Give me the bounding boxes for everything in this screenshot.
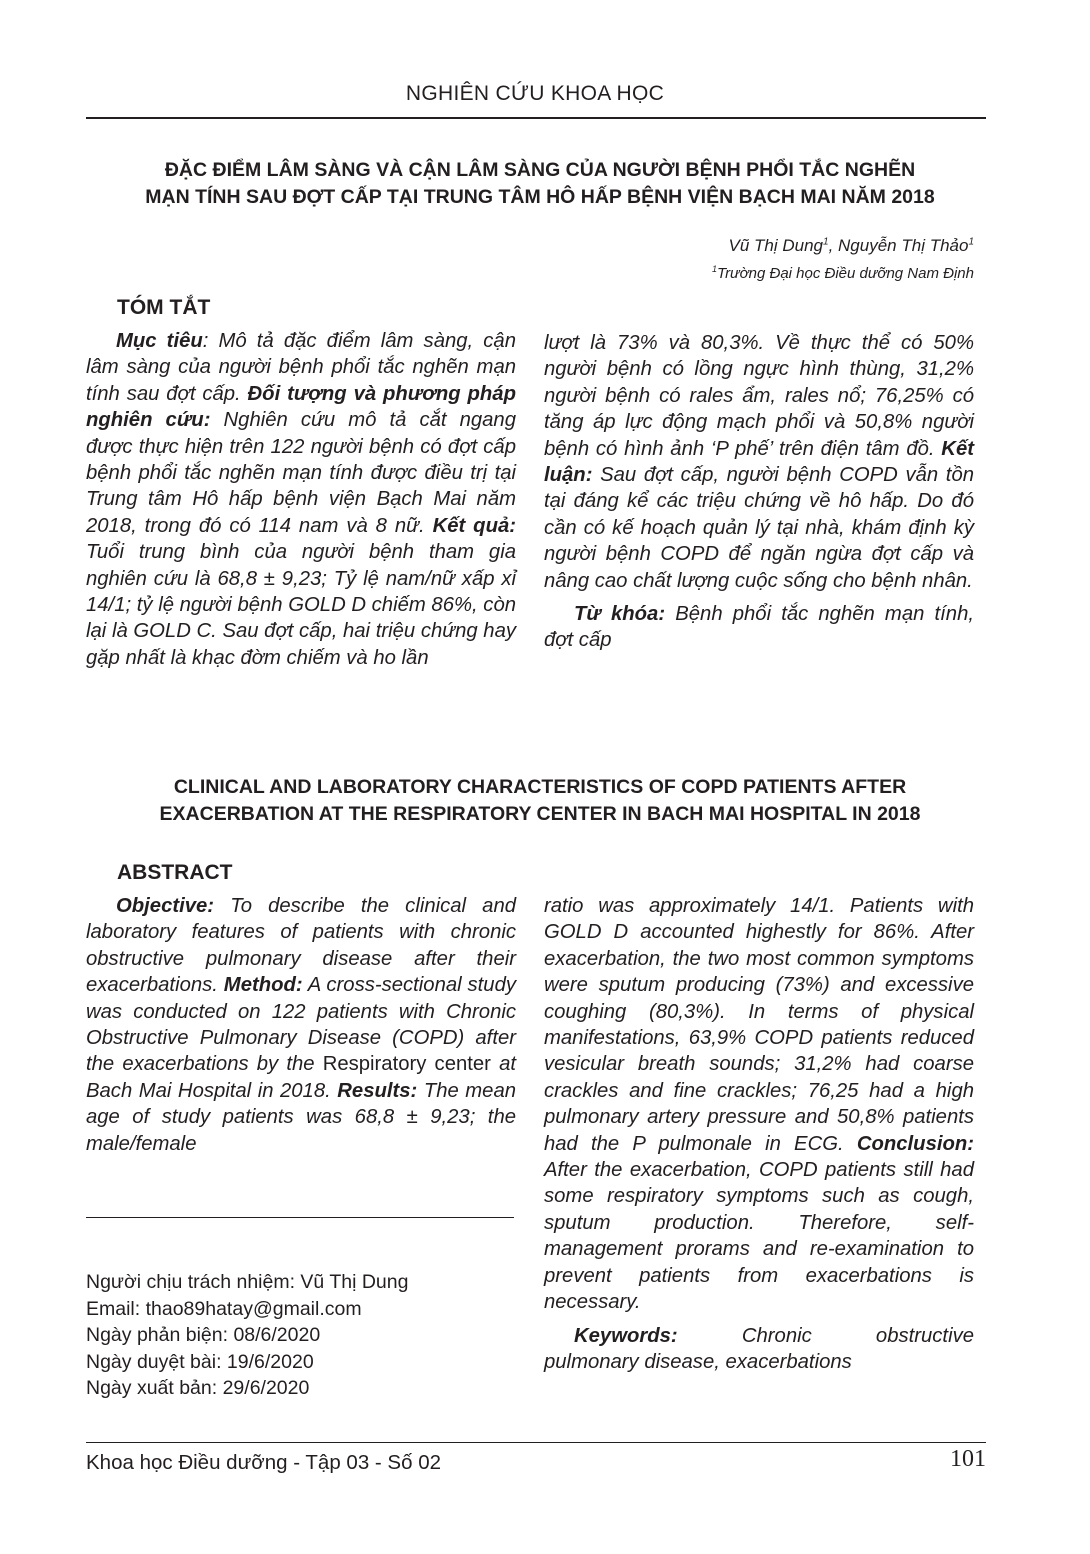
en-conclusion-text: After the exacerbation, COPD patients still had some respiratory symptoms such as cough, sputum production. Therefore, self-management prorams and re-examination to prevent patients from exacerbations is necessary. — [544, 1159, 974, 1314]
vn-abstract-continuation — [544, 330, 974, 594]
footer-rule — [86, 1442, 986, 1443]
en-objective-label: Objective: — [116, 895, 215, 917]
en-abstract-heading: ABSTRACT — [117, 861, 233, 884]
vn-conclusion-label: Kết luận: — [544, 437, 974, 487]
header-rule — [86, 117, 986, 119]
en-method-upright-text: Respiratory center — [322, 1053, 491, 1076]
en-method-text: A cross-sectional study was conducted on 122 patients with Chronic Obstructive Pulmonary Disease (COPD) after the exacerbations by the — [86, 974, 516, 1076]
en-abstract-continuation — [544, 893, 974, 1316]
vn-objective-label: Mục tiêu — [116, 330, 203, 352]
vn-results-label: Kết quả: — [432, 514, 516, 537]
author-list: Vũ Thị Dung$^1$, Nguyễn Thị Thảo$^1$ — [728, 236, 974, 255]
page-number: 101 — [950, 1446, 986, 1472]
publication-date: Ngày xuất bản: 29/6/2020 — [86, 1377, 310, 1399]
en-abstract-col-left — [86, 893, 516, 1157]
vn-abstract-col-left — [86, 328, 516, 671]
vn-title-line-1: ĐẶC ĐIỂM LÂM SÀNG VÀ CẬN LÂM SÀNG CỦA NGƯỜI BỆNH PHỔI TẮC NGHẼN — [164, 159, 916, 181]
en-results-text: The mean age of study patients was 68,8 ± 9,23; the male/female — [86, 1079, 516, 1155]
vn-results-text: Tuổi trung bình của người bệnh tham gia nghiên cứu là 68,8 ± 9,23; Tỷ lệ nam/nữ xấp xỉ 14/1; tỷ lệ người bệnh GOLD D chiếm 86%, còn lại là GOLD C. Sau đợt cấp, hai triệu chứng hay gặp nhất là khạc đờm chiếm và ho lần — [86, 541, 516, 669]
en-abstract-paragraph — [86, 893, 516, 1157]
vn-abstract-heading: TÓM TẮT — [117, 296, 211, 319]
en-results-label: Results: — [337, 1079, 418, 1102]
vn-objective-text: : Mô tả đặc điểm lâm sàng, cận lâm sàng của người bệnh phổi tắc nghẽn mạn tính sau đợt cấp. — [86, 330, 516, 405]
en-results-text-cont: ratio was approximately 14/1. Patients with GOLD D accounted highestly for 86%. After exacerbation, the two most common symptoms were sputum producing (73%) and excessive coughing (80,3%). In terms of physical manifestations, 63,9% COPD patients reduced vesicular breath sounds; 31,2% had coarse crackles and fine crackles; 76,25 had a high pulmonary artery pressure and 50,8% patients had the P pulmonale in ECG. — [544, 895, 974, 1155]
review-date: Ngày phản biện: 08/6/2020 — [86, 1324, 321, 1346]
en-title — [80, 774, 1000, 828]
en-keywords-label: Keywords: — [574, 1324, 678, 1347]
en-method-text-cont: at Bach Mai Hospital in 2018. — [86, 1053, 516, 1102]
affil-mark: 1 — [712, 264, 718, 274]
vn-keywords-label: Từ khóa: — [574, 603, 666, 626]
vn-abstract-col-right — [544, 330, 974, 654]
vn-abstract-paragraph — [86, 328, 516, 671]
vn-conclusion-text: Sau đợt cấp, người bệnh COPD vẫn tồn tại đáng kể các triệu chứng về hô hấp. Do đó cần có kế hoạch quản lý tại nhà, khám định kỳ người bệnh COPD để ngăn ngừa đợt cấp và nâng cao chất lượng cuộc sống cho bệnh nhân. — [544, 464, 975, 592]
en-abstract-col-right — [544, 893, 974, 1375]
en-conclusion-label: Conclusion: — [856, 1132, 975, 1155]
journal-name: Khoa học Điều dưỡng - Tập 03 - Số 02 — [86, 1451, 442, 1474]
footnote-rule — [86, 1217, 514, 1218]
author-name: Vũ Thị Dung — [728, 236, 824, 255]
vn-keywords — [544, 601, 974, 654]
approval-date: Ngày duyệt bài: 19/6/2020 — [86, 1350, 314, 1373]
vn-keywords-text: Bệnh phổi tắc nghẽn mạn tính, đợt cấp — [544, 603, 974, 652]
running-header: NGHIÊN CỨU KHOA HỌC — [405, 82, 665, 105]
author-name: Nguyễn Thị Thảo — [838, 236, 969, 255]
vn-title-line-2: MẠN TÍNH SAU ĐỢT CẤP TẠI TRUNG TÂM HÔ HẤP BỆNH VIỆN BẠCH MAI NĂM 2018 — [145, 186, 935, 208]
email: Email: thao89hatay@gmail.com — [86, 1297, 362, 1320]
author-affil-mark: 1 — [823, 236, 829, 248]
vn-method-label: Đối tượng và phương pháp nghiên cứu: — [86, 382, 516, 432]
affiliation-text: Trường Đại học Điều dưỡng Nam Định — [717, 265, 974, 282]
en-objective-text: To describe the clinical and laboratory features of patients with chronic obstructive pulmonary disease after their exacerbations. — [86, 895, 516, 997]
correspondence-info — [86, 1269, 408, 1402]
en-keyword-word: obstructive — [875, 1324, 974, 1347]
vn-title — [80, 157, 1000, 211]
vn-results-text-cont: lượt là 73% và 80,3%. Về thực thể có 50% người bệnh có lồng ngực hình thùng, 31,2% người bệnh có rales ẩm, rales nổ; 76,25% có tăng áp lực động mạch phổi và 50,8% người bệnh có hình ảnh ‘P phế’ trên điện tâm đồ. — [544, 332, 974, 460]
responsible-author: Người chịu trách nhiệm: Vũ Thị Dung — [86, 1271, 409, 1293]
en-title-line-1: CLINICAL AND LABORATORY CHARACTERISTICS OF COPD PATIENTS AFTER — [173, 776, 907, 798]
en-keywords-text: pulmonary disease, exacerbations — [544, 1350, 852, 1373]
author-affil-mark: 1 — [968, 236, 974, 248]
en-keyword-word: Chronic — [741, 1324, 812, 1347]
en-title-line-2: EXACERBATION AT THE RESPIRATORY CENTER IN BACH MAI HOSPITAL IN 2018 — [159, 803, 921, 825]
en-keywords — [544, 1323, 974, 1349]
en-keywords-line — [574, 1323, 974, 1349]
vn-method-text: Nghiên cứu mô tả cắt ngang được thực hiện trên 122 người bệnh có đợt cấp bệnh phổi tắc nghẽn mạn tính được điều trị tại Trung tâm Hô hấp bệnh viện Bạch Mai năm 2018, trong đó có 114 nam và 8 nữ. — [86, 409, 516, 537]
en-method-label: Method: — [223, 974, 303, 997]
affiliation — [712, 264, 974, 282]
